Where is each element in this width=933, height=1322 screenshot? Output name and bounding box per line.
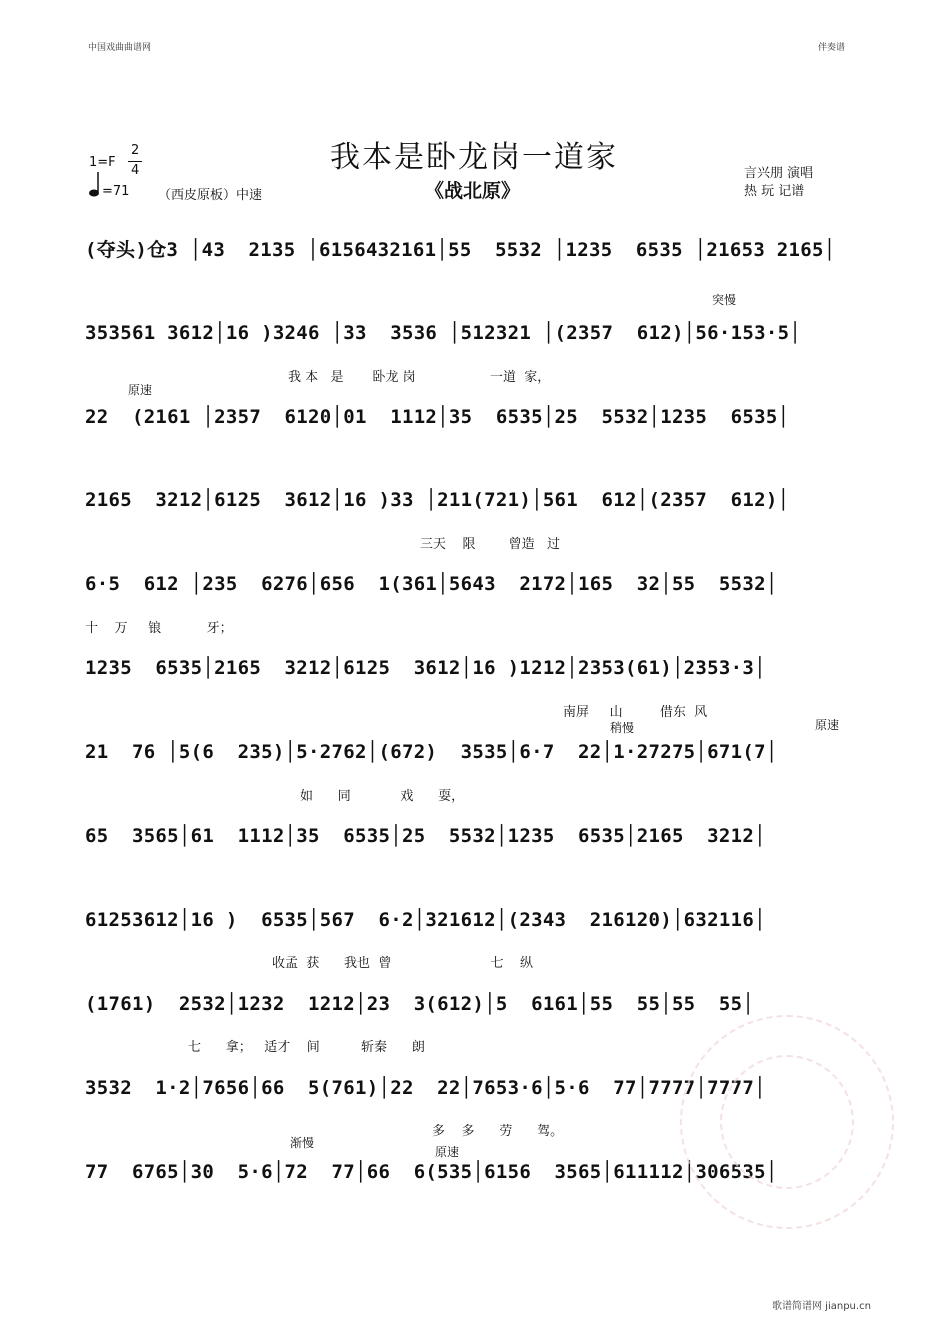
staff-line-7 <box>85 742 862 762</box>
watermark-seal-inner-icon <box>720 1055 854 1189</box>
tempo-text: 突慢 <box>712 293 737 307</box>
footer-site[interactable]: 歌谱简谱网 jianpu.cn <box>772 1301 871 1312</box>
notes-8: 65 3565│61 1112│35 6535│25 5532│1235 6535│2165 3212│ <box>85 825 766 847</box>
page-subtitle: 《战北原》 <box>425 180 521 202</box>
tempo-text: 原速 <box>815 718 840 732</box>
lyrics-6: 南屏 山 借东 风 <box>563 705 708 720</box>
notes-4: 2165 3212│6125 3612│16 )33 │211(721)│561 612│(2357 612)│ <box>85 489 790 511</box>
staff-line-8 <box>85 826 862 846</box>
header-left: 中国戏曲曲谱网 <box>88 43 152 53</box>
tempo-text: 稍慢 <box>610 721 635 735</box>
key-signature: 1=F <box>89 155 116 170</box>
credit-transcriber: 热 玩 记谱 <box>744 184 805 199</box>
page-title: 我本是卧龙岗一道家 <box>330 140 618 175</box>
notes-5: 6·5 612 │235 6276│656 1(361│5643 2172│165 32│55 5532│ <box>85 573 778 595</box>
staff-line-3 <box>85 407 862 427</box>
lyrics-7: 如 同 戏 耍， <box>300 789 465 804</box>
lyrics-9: 收孟 获 我也 曾 七 纵 <box>272 956 534 971</box>
notes-9: 61253612│16 ) 6535│567 6·2│321612│(2343 216120)│632116│ <box>85 909 766 931</box>
notes-11: 3532 1·2│7656│66 5(761)│22 22│7653·6│5·6 77│7777│7777│ <box>85 1077 766 1099</box>
staff-line-1 <box>85 240 862 260</box>
tempo-text: 渐慢 <box>290 1136 315 1150</box>
staff-line-9 <box>85 910 862 930</box>
staff-line-4 <box>85 490 862 510</box>
credit-singer: 言兴朋 演唱 <box>744 166 814 181</box>
notes-3: 22 (2161 │2357 6120│01 1112│35 6535│25 5532│1235 6535│ <box>85 406 790 428</box>
lyrics-11: 多 多 劳 驾。 <box>432 1124 564 1139</box>
time-sig-top: 2 <box>131 143 140 158</box>
staff-line-6 <box>85 658 862 678</box>
notes-12: 77 6765│30 5·6│72 77│66 6(535│6156 3565│611112│306535│ <box>85 1161 778 1183</box>
notes-1: (夺头)仓3 │43 2135 │6156432161│55 5532 │1235 6535 │21653 2165│ <box>85 239 836 261</box>
staff-line-5 <box>85 574 862 594</box>
lyrics-2: 我 本 是 卧龙 岗 一道 家， <box>288 370 551 385</box>
tempo-text: 原速 <box>128 383 153 397</box>
time-sig-line <box>128 161 142 162</box>
lyrics-5: 十 万 锒 牙； <box>85 621 233 636</box>
notes-6: 1235 6535│2165 3212│6125 3612│16 )1212│2353(61)│2353·3│ <box>85 657 766 679</box>
mode-label: （西皮原板）中速 <box>158 188 263 203</box>
notes-7: 21 76 │5(6 235)│5·2762│(672) 3535│6·7 22│1·27275│671(7│ <box>85 741 778 763</box>
lyrics-10: 七 拿； 适才 间 斩秦 朗 <box>188 1040 425 1055</box>
staff-line-2 <box>85 323 862 343</box>
lyrics-4: 三天 限 曾造 过 <box>420 537 560 552</box>
tempo-text: 原速 <box>435 1145 460 1159</box>
tempo-mark: =71 <box>102 184 130 199</box>
notes-2: 353561 3612│16 )3246 │33 3536 │512321 │(2357 612)│56·153·5│ <box>85 322 802 344</box>
notes-10: (1761) 2532│1232 1212│23 3(612)│5 6161│55 55│55 55│ <box>85 993 755 1015</box>
header-right: 伴奏谱 <box>818 43 846 53</box>
quarter-note-icon <box>89 170 101 202</box>
staff-line-10 <box>85 994 862 1014</box>
time-sig-bottom: 4 <box>131 163 140 178</box>
